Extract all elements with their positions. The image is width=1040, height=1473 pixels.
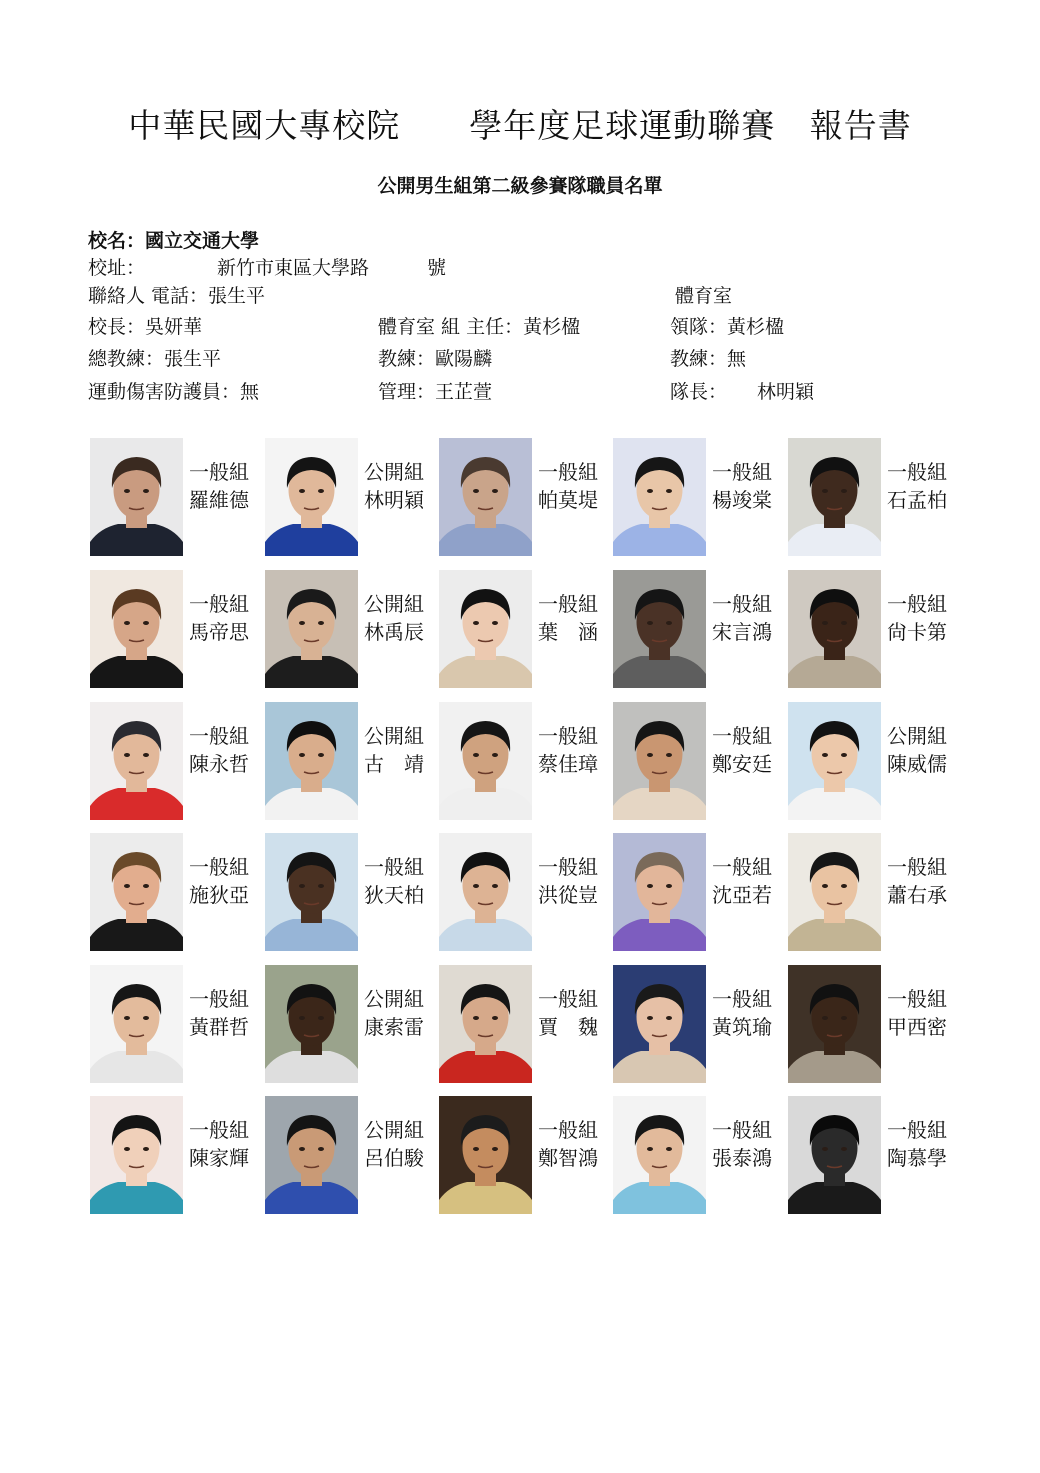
player-label — [887, 458, 947, 514]
player-card — [265, 965, 435, 1083]
player-card — [439, 570, 609, 688]
player-group: 公開組 — [364, 1118, 424, 1142]
player-label — [887, 590, 947, 646]
player-name: 古 靖 — [364, 752, 424, 776]
player-label — [538, 590, 598, 646]
player-photo — [90, 570, 183, 688]
player-card — [265, 438, 435, 556]
player-label — [538, 853, 598, 909]
player-label — [712, 1116, 772, 1172]
player-label — [364, 722, 424, 778]
player-card — [788, 1096, 958, 1214]
player-name: 蔡佳璋 — [538, 752, 598, 776]
player-photo — [788, 438, 881, 556]
player-label — [189, 590, 249, 646]
player-name: 陳永哲 — [189, 752, 249, 776]
player-photo — [439, 833, 532, 951]
player-photo — [788, 1096, 881, 1214]
player-group: 一般組 — [364, 855, 424, 879]
player-label — [538, 1116, 598, 1172]
player-group: 一般組 — [887, 855, 947, 879]
player-label — [712, 985, 772, 1041]
player-group: 一般組 — [712, 855, 772, 879]
player-card — [265, 570, 435, 688]
player-name: 黃群哲 — [189, 1015, 249, 1039]
player-card — [788, 438, 958, 556]
player-name: 宋言鴻 — [712, 620, 772, 644]
player-group: 公開組 — [364, 460, 424, 484]
address-label: 校址： — [88, 257, 146, 279]
player-name: 張泰鴻 — [712, 1146, 772, 1170]
player-group: 一般組 — [538, 724, 598, 748]
player-name: 鄭安廷 — [712, 752, 772, 776]
player-group: 一般組 — [538, 460, 598, 484]
player-group: 一般組 — [189, 1118, 249, 1142]
player-card — [90, 833, 260, 951]
player-group: 一般組 — [887, 1118, 947, 1142]
player-group: 一般組 — [538, 855, 598, 879]
player-group: 一般組 — [189, 987, 249, 1011]
player-group: 一般組 — [189, 855, 249, 879]
player-name: 鄭智鴻 — [538, 1146, 598, 1170]
player-label — [364, 985, 424, 1041]
player-photo — [265, 1096, 358, 1214]
player-card — [90, 1096, 260, 1214]
player-photo — [788, 570, 881, 688]
player-group: 公開組 — [364, 987, 424, 1011]
player-card — [439, 833, 609, 951]
player-photo — [788, 702, 881, 820]
pe-director: 體育室 組 主任：黃杉楹 — [378, 316, 581, 338]
player-group: 一般組 — [712, 592, 772, 616]
player-card — [439, 702, 609, 820]
player-photo — [613, 1096, 706, 1214]
player-group: 一般組 — [887, 987, 947, 1011]
player-photo — [90, 965, 183, 1083]
player-photo — [265, 833, 358, 951]
player-photo — [439, 1096, 532, 1214]
title-part2: 學年度足球運動聯賽 — [469, 106, 776, 145]
head-coach: 總教練：張生平 — [88, 348, 222, 370]
player-photo — [265, 702, 358, 820]
address-value: 新竹市東區大學路 — [217, 257, 370, 279]
player-label — [189, 722, 249, 778]
player-card — [439, 1096, 609, 1214]
principal: 校長：吳妍華 — [88, 316, 203, 338]
player-card — [613, 438, 783, 556]
player-card — [788, 702, 958, 820]
player-group: 公開組 — [887, 724, 947, 748]
player-card — [265, 1096, 435, 1214]
player-group: 公開組 — [364, 724, 424, 748]
player-label — [712, 458, 772, 514]
player-name: 葉 涵 — [538, 620, 598, 644]
player-name: 尙卡第 — [887, 620, 947, 644]
player-name: 馬帝思 — [189, 620, 249, 644]
player-label — [189, 1116, 249, 1172]
player-name: 施狄亞 — [189, 883, 249, 907]
player-group: 一般組 — [712, 724, 772, 748]
player-name: 沈亞若 — [712, 883, 772, 907]
player-photo — [613, 570, 706, 688]
player-card — [613, 965, 783, 1083]
player-card — [90, 570, 260, 688]
player-label — [189, 853, 249, 909]
player-name: 羅維德 — [189, 488, 249, 512]
coach-1: 教練：歐陽麟 — [378, 348, 493, 370]
player-photo — [788, 965, 881, 1083]
player-label — [887, 853, 947, 909]
captain-label: 隊長： — [670, 381, 728, 403]
player-card — [788, 965, 958, 1083]
player-label — [887, 1116, 947, 1172]
player-label — [189, 458, 249, 514]
contact-line: 聯絡人 電話：張生平 — [88, 285, 266, 307]
page-title — [0, 100, 1040, 147]
player-name: 帕莫堤 — [538, 488, 598, 512]
player-name: 林禹辰 — [364, 620, 424, 644]
player-card — [90, 965, 260, 1083]
page-subtitle: 公開男生組第二級參賽隊職員名單 — [377, 175, 663, 197]
player-photo — [90, 438, 183, 556]
player-card — [788, 833, 958, 951]
player-photo — [90, 833, 183, 951]
player-name: 蕭右承 — [887, 883, 947, 907]
player-group: 一般組 — [189, 592, 249, 616]
player-photo — [439, 702, 532, 820]
player-name: 甲西密 — [887, 1015, 947, 1039]
player-label — [538, 458, 598, 514]
player-name: 賈 魏 — [538, 1015, 598, 1039]
player-label — [364, 853, 424, 909]
player-name: 石孟柏 — [887, 488, 947, 512]
team-manager: 管理：王芷萱 — [378, 381, 493, 403]
player-label — [712, 853, 772, 909]
player-group: 一般組 — [712, 460, 772, 484]
player-group: 一般組 — [887, 592, 947, 616]
player-photo — [439, 438, 532, 556]
player-group: 一般組 — [712, 987, 772, 1011]
player-group: 公開組 — [364, 592, 424, 616]
player-label — [538, 985, 598, 1041]
player-name: 洪從豈 — [538, 883, 598, 907]
player-card — [439, 438, 609, 556]
player-name: 呂伯駿 — [364, 1146, 424, 1170]
player-label — [887, 985, 947, 1041]
player-group: 一般組 — [538, 592, 598, 616]
player-group: 一般組 — [538, 987, 598, 1011]
player-photo — [613, 438, 706, 556]
player-name: 黃筑瑜 — [712, 1015, 772, 1039]
player-card — [613, 833, 783, 951]
player-photo — [788, 833, 881, 951]
player-card — [788, 570, 958, 688]
player-label — [712, 722, 772, 778]
contact-dept: 體育室 — [675, 285, 733, 307]
player-photo — [265, 438, 358, 556]
player-card — [613, 702, 783, 820]
player-group: 一般組 — [189, 460, 249, 484]
player-photo — [265, 965, 358, 1083]
captain-name: 林明穎 — [757, 381, 815, 403]
player-label — [887, 722, 947, 778]
player-card — [265, 833, 435, 951]
player-card — [90, 702, 260, 820]
player-card — [90, 438, 260, 556]
player-card — [265, 702, 435, 820]
player-photo — [439, 965, 532, 1083]
coach-2: 教練：無 — [670, 348, 747, 370]
player-label — [712, 590, 772, 646]
player-label — [538, 722, 598, 778]
player-name: 陳家輝 — [189, 1146, 249, 1170]
player-name: 陶慕學 — [887, 1146, 947, 1170]
player-name: 林明穎 — [364, 488, 424, 512]
player-group: 一般組 — [189, 724, 249, 748]
player-group: 一般組 — [538, 1118, 598, 1142]
player-photo — [90, 702, 183, 820]
player-photo — [265, 570, 358, 688]
player-photo — [613, 702, 706, 820]
player-label — [189, 985, 249, 1041]
player-name: 陳威儒 — [887, 752, 947, 776]
player-photo — [613, 833, 706, 951]
player-card — [439, 965, 609, 1083]
player-card — [613, 1096, 783, 1214]
athletic-trainer: 運動傷害防護員：無 — [88, 381, 260, 403]
player-label — [364, 458, 424, 514]
player-card — [613, 570, 783, 688]
player-name: 楊竣棠 — [712, 488, 772, 512]
player-group: 一般組 — [712, 1118, 772, 1142]
player-label — [364, 590, 424, 646]
player-photo — [90, 1096, 183, 1214]
player-group: 一般組 — [887, 460, 947, 484]
player-name: 狄天柏 — [364, 883, 424, 907]
team-leader: 領隊：黃杉楹 — [670, 316, 785, 338]
title-part3: 報告書 — [809, 106, 912, 145]
player-name: 康索雷 — [364, 1015, 424, 1039]
school-name: 校名：國立交通大學 — [88, 230, 260, 252]
player-photo — [613, 965, 706, 1083]
title-part1: 中華民國大專校院 — [128, 106, 401, 145]
player-photo — [439, 570, 532, 688]
address-suffix: 號 — [427, 257, 447, 279]
player-label — [364, 1116, 424, 1172]
